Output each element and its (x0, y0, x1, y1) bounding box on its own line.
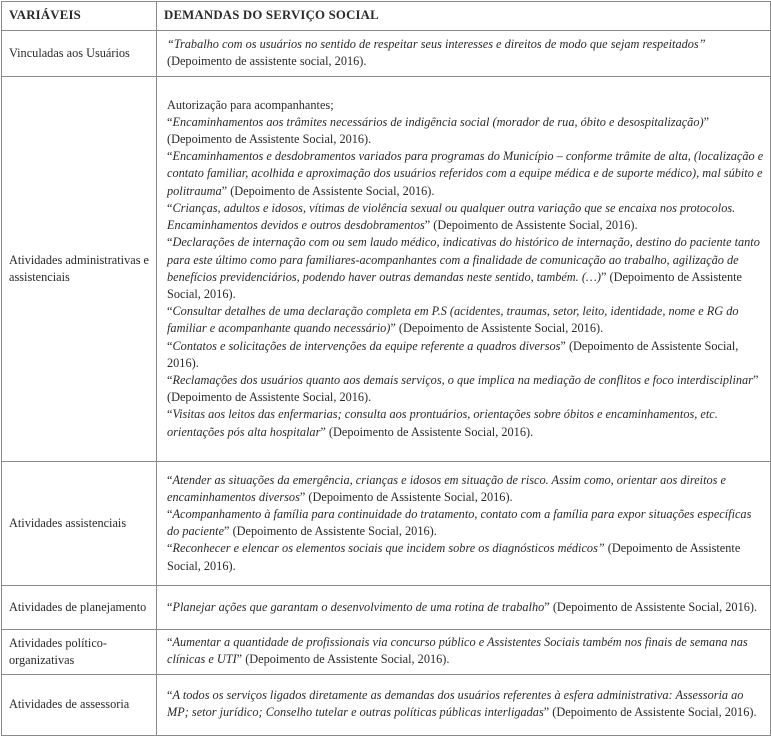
table-row (2, 31, 771, 77)
demand-item: “Acompanhamento à família para continuidade do tratamento, contato com a família para expor situações específicas do paciente” (Depoimento de Assistente Social, 2016). (167, 507, 752, 539)
demand-cell (157, 674, 771, 735)
demand-item: “Consultar detalhes de uma declaração completa em P.S (acidentes, traumas, setor, leito, identidade, nome e RG do familiar e acompanhante quando necessário)” (Depoimento de Assistente Social, 2016). (167, 304, 739, 336)
demand-item: “Declarações de internação com ou sem laudo médico, indicativas do histórico de internação, destino do paciente tanto para este último como para familiares-acompanhantes com a finalidade de comunicação ao trabalho, agilização de benefícios previdenciários, podendo haver outras demandas neste sentido, também. (…)” (Depoimento de Assistente Social, 2016). (167, 235, 760, 301)
variable-cell: Vinculadas aos Usuários (2, 31, 157, 77)
demand-item: “Visitas aos leitos das enfermarias; consulta aos prontuários, orientações sobre óbitos e encaminhamentos, etc. orientações pós alta hospitalar” (Depoimento de Assistente Social, 2016). (167, 407, 718, 439)
variable-cell: Atividades político-organizativas (2, 630, 157, 674)
demands-table (1, 1, 771, 736)
demand-item: “Trabalho com os usuários no sentido de respeitar seus interesses e direitos de modo que sejam respeitados” (Depoimento de assistente social, 2016). (167, 37, 706, 69)
demand-item: Autorização para acompanhantes; (167, 97, 334, 112)
header-demands: DEMANDAS DO SERVIÇO SOCIAL (157, 2, 771, 31)
demand-item: “Encaminhamentos aos trâmites necessários de indigência social (morador de rua, óbito e desospitalização)” (Depoimento de Assistente Social, 2016). (167, 114, 710, 147)
demand-cell (157, 77, 771, 462)
demand-cell (157, 586, 771, 630)
demand-cell (157, 31, 771, 77)
demand-item: “Encaminhamentos e desdobramentos variados para programas do Município – conforme trâmite de alta, (localização e contato familiar, acolhida e aproximação dos usuários referidos com a equipe médica e de suporte médico), mal súbito e politrauma” (Depoimento de Assistente Social, 2016). (167, 149, 764, 198)
header-row (2, 2, 771, 31)
table-row (2, 586, 771, 630)
demand-cell (157, 630, 771, 674)
demand-item: “Reclamações dos usuários quanto aos demais serviços, o que implica na mediação de conflitos e foco interdisciplinar” (Depoimento de Assistente Social, 2016). (167, 372, 759, 405)
variable-cell: Atividades assistenciais (2, 462, 157, 586)
demand-item: “Contatos e solicitações de intervenções da equipe referente a quadros diversos” (Depoimento de Assistente Social, 2016). (167, 338, 739, 370)
header-variables: VARIÁVEIS (2, 2, 157, 31)
demand-item: “A todos os serviços ligados diretamente as demandas dos usuários referentes à esfera administrativa: Assessoria ao MP; setor jurídico; Conselho tutelar e outras políticas públicas interligadas” (Depoimento de Assistente Social, 2016). (167, 687, 757, 720)
variable-cell: Atividades administrativas e assistenciais (2, 77, 157, 462)
demand-item: “Crianças, adultos e idosos, vítimas de violência sexual ou qualquer outra variação que se encaixa nos protocolos. Encaminhamentos devidos e outros desdobramentos” (Depoimento de Assistente Social, 2016). (167, 200, 736, 233)
demand-item: “Aumentar a quantidade de profissionais via concurso público e Assistentes Sociais também nos finais de semana nas clínicas e UTI” (Depoimento de Assistente Social, 2016). (167, 635, 748, 667)
table-row (2, 77, 771, 462)
variable-cell: Atividades de assessoria (2, 674, 157, 735)
demand-cell (157, 462, 771, 586)
demand-item: “Reconhecer e elencar os elementos sociais que incidem sobre os diagnósticos médicos” (Depoimento de Assistente Social, 2016). (167, 541, 741, 573)
table-row (2, 630, 771, 674)
variable-cell: Atividades de planejamento (2, 586, 157, 630)
demand-item: “Atender as situações da emergência, crianças e idosos em situação de risco. Assim como, orientar aos direitos e encaminhamentos diversos” (Depoimento de Assistente Social, 2016). (167, 472, 726, 504)
demand-item: “Planejar ações que garantam o desenvolvimento de uma rotina de trabalho” (Depoimento de Assistente Social, 2016). (167, 599, 758, 614)
table-row (2, 462, 771, 586)
table-row (2, 674, 771, 735)
